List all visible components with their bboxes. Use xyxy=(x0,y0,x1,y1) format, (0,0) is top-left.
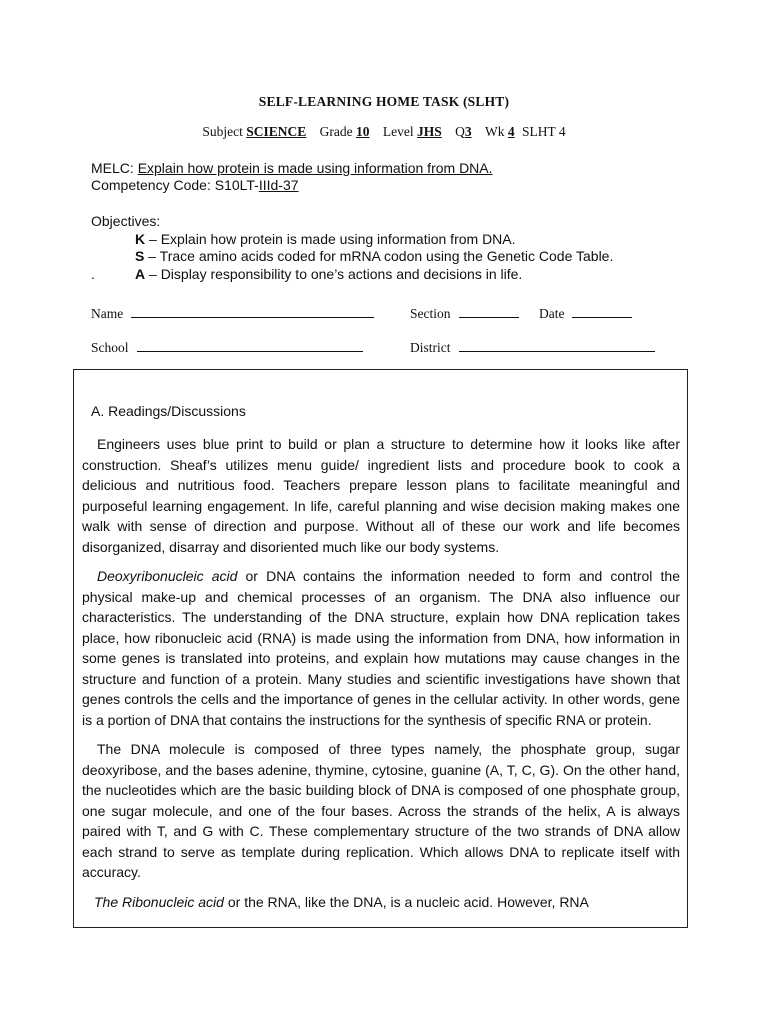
grade-value: 10 xyxy=(356,124,370,139)
district-field[interactable] xyxy=(410,337,655,356)
section-field[interactable] xyxy=(410,303,519,322)
reading-paragraph-2 xyxy=(82,566,680,730)
school-label: School xyxy=(91,340,129,355)
objective-item-k xyxy=(91,231,691,249)
grade-label: Grade xyxy=(319,124,353,139)
name-label: Name xyxy=(91,306,124,321)
reading-paragraph-3: The DNA molecule is composed of three types namely, the phosphate group, sugar deoxyribose, and the bases adenine, thymine, cytosine, guanine (A, T, C, G). On the other hand, the nucleotides which are the basic building block of DNA is composed of one phosphate group, one sugar molecule, and one of the four bases. Across the strands of the helix, A is always paired with T, and G with C. These complementary structure of the two strands of DNA allow each strand to serve as template during replication. Which allows DNA to replicate itself with accuracy. xyxy=(82,741,680,880)
objective-key: K xyxy=(135,230,146,247)
date-label: Date xyxy=(539,306,565,321)
melc-block xyxy=(91,160,691,194)
objective-text: – Display responsibility to one’s actions and decisions in life. xyxy=(149,265,523,282)
rna-term: The Ribonucleic acid xyxy=(94,893,224,910)
melc-text: Explain how protein is made using information from DNA. xyxy=(137,160,493,176)
melc-line xyxy=(91,160,691,177)
level-label: Level xyxy=(382,124,414,139)
objective-item-s xyxy=(91,248,691,266)
document-title: SELF-LEARNING HOME TASK (SLHT) xyxy=(258,94,510,109)
competency-code-prefix: S10LT- xyxy=(214,177,259,193)
reading-paragraph-4 xyxy=(82,892,680,913)
readings-text xyxy=(82,434,680,921)
reading-paragraph-1: Engineers uses blue print to build or plan a structure to determine how it looks like after construction. Sheaf’s utilizes menu guide/ ingredient lists and procedure book to cook a delicious and nutritious food. Teachers prepare lesson plans to facilitate meaningful and purposeful learning engagement. In life, careful planning and wise decision making makes one walk with sense of direction and purpose. Without all of these our work and life becomes disorganized, disarray and disoriented much like our body systems. xyxy=(82,436,680,555)
dna-term: Deoxyribonucleic acid xyxy=(97,568,238,584)
name-blank-line[interactable] xyxy=(131,303,374,318)
objective-text: – Trace amino acids coded for mRNA codon using the Genetic Code Table. xyxy=(148,248,614,264)
competency-code-line xyxy=(91,177,691,194)
section-label: Section xyxy=(410,306,451,321)
subject-label: Subject xyxy=(202,124,243,139)
subject-info-line xyxy=(0,124,768,140)
readings-heading: A. Readings/Discussions xyxy=(91,403,246,419)
competency-code-label: Competency Code: xyxy=(91,177,211,193)
objectives-heading: Objectives: xyxy=(91,213,161,229)
date-blank-line[interactable] xyxy=(572,303,632,318)
district-label: District xyxy=(410,340,451,355)
subject-value: SCIENCE xyxy=(246,124,307,139)
objective-item-a xyxy=(91,266,691,284)
readings-box xyxy=(73,369,688,928)
objective-key: S xyxy=(135,248,145,264)
objective-bullet: . xyxy=(91,265,95,282)
quarter-label: Q xyxy=(455,124,465,139)
date-field[interactable] xyxy=(539,303,632,322)
objective-text: – Explain how protein is made using information from DNA. xyxy=(149,230,516,247)
reading-paragraph-4-text: or the RNA, like the DNA, is a nucleic acid. However, RNA xyxy=(223,893,589,910)
district-blank-line[interactable] xyxy=(459,337,655,352)
week-label: Wk xyxy=(485,124,505,139)
slht-label: SLHT 4 xyxy=(522,124,566,139)
objective-key: A xyxy=(135,265,146,282)
section-blank-line[interactable] xyxy=(459,303,519,318)
reading-paragraph-2-text: or DNA contains the information needed to form and control the physical make-up and chemical processes of an organism. The DNA also influence our characteristics. The understanding of the DNA structure, explain how DNA replication takes place, how ribonucleic acid (RNA) is made using the information from DNA, how information in some genes is translated into proteins, and explain how mutations may cause changes in the structure and function of a protein. Many studies and scientific investigations have shown that genes controls the cells and the importance of genes in the cellular activity. In other words, gene is a portion of DNA that contains the instructions for the synthesis of specific RNA or protein. xyxy=(82,568,680,728)
objectives-block xyxy=(91,213,691,283)
quarter-value: 3 xyxy=(464,124,472,139)
competency-code-suffix: IIId-37 xyxy=(258,177,299,193)
school-blank-line[interactable] xyxy=(137,337,363,352)
school-field[interactable] xyxy=(91,337,363,356)
week-value: 4 xyxy=(507,124,515,139)
level-value: JHS xyxy=(416,124,442,139)
melc-label: MELC: xyxy=(91,160,134,176)
name-field[interactable] xyxy=(91,303,374,322)
